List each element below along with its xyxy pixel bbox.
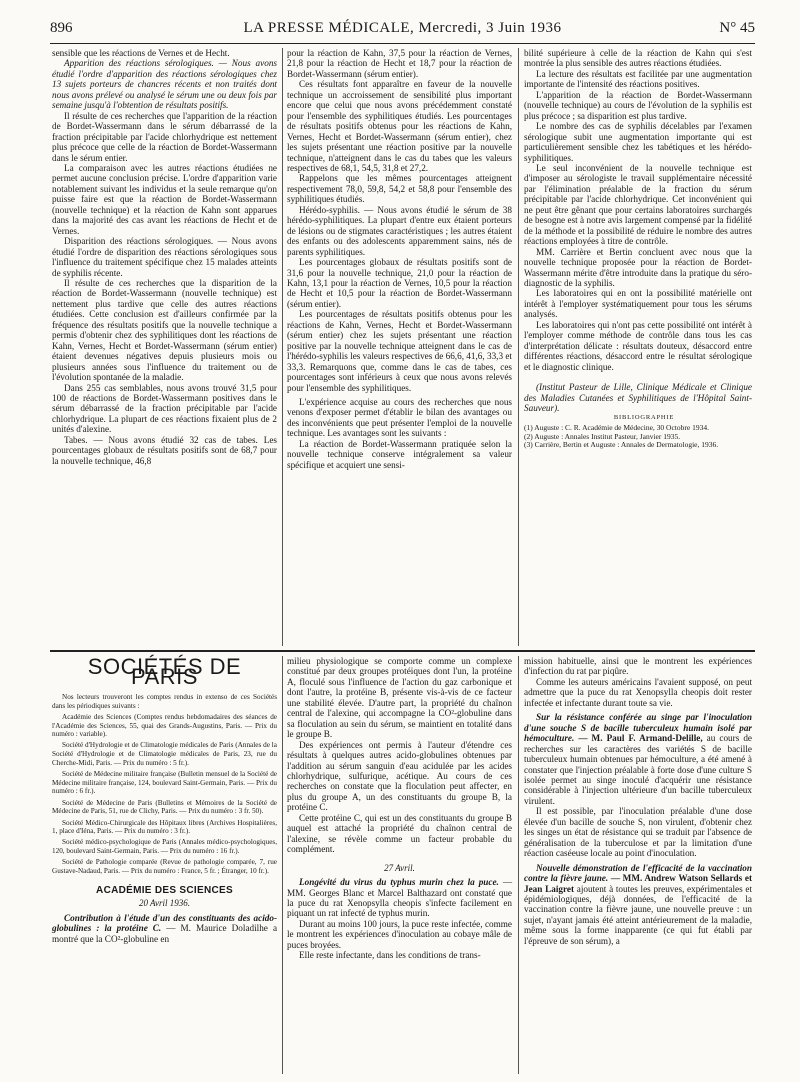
column-divider <box>282 48 283 646</box>
paragraph: milieu physiologique se comporte comme un complexe constitué par deux groupes protéiques dont l'un, la protéine A, floculé sous l'influence de l'action du gaz carbonique et dont l'autre, la protéine B, présente vis-à-vis de ce facteur une stabilité élevée. D'autre part, la propriété du chaînon central de l'alexine, qui accompagne la CO²-globuline dans sa floculation au sein du sérum, se maintient en totalité dans le groupe B. <box>287 656 512 740</box>
column-divider <box>518 656 519 1074</box>
article-text: ont constaté que la puce du rat Xenopsylla cheopis s'infecte facilement en piquant un rat infecté de typhus murin. <box>287 887 513 919</box>
article-title: Longévité du virus du typhus murin chez la puce. <box>299 877 499 888</box>
bibliography-heading: BIBLIOGRAPHIE <box>613 414 675 422</box>
paragraph: Des expériences ont permis à l'auteur d'étendre ces résultats à quelques autres acido-globulines obtenues par l'addition au sérum sanguin d'eau acidulée par les acides chlorhydrique, sulfurique, acétique. Au cours de ces recherches on constate que la floculation peut affecter, en plus du groupe A, un des constituants du groupe B, la protéine C. <box>287 739 512 813</box>
paragraph: Les laboratoires qui en ont la possibilité matérielle ont intérêt à l'employer systématiquement pour tous les sérums analysés. <box>524 288 752 320</box>
paragraph: Il est possible, par l'inoculation préalable d'une dose élevée d'un bacille de souche S, non virulent, d'obtenir chez les singes un état de résistance qui se traduit par l'absence de généralisation de la tuberculose et par la limitation d'une réaction caséeuse locale au point d'inoculation. <box>524 806 752 859</box>
paragraph: bilité supérieure à celle de la réaction de Kahn qui s'est montrée la plus sensible des autres réactions étudiées. <box>524 48 752 69</box>
bibliography-entry: (1) Auguste : C. R. Académie de Médecine, 30 Octobre 1934. <box>524 422 709 432</box>
academie-heading: ACADÉMIE DES SCIENCES <box>96 884 233 896</box>
paragraph: Le nombre des cas de syphilis décelables par l'examen sérologique subit une augmentation importante qui est particulièrement sensible chez les tabétiques et les hérédo-syphilitiques. <box>524 121 752 163</box>
top-column-3 <box>524 48 752 450</box>
article-title: Contribution à l'étude d'un des constituants des acido-globulines : la protéine C. <box>52 912 277 934</box>
paragraph: Les pourcentages de résultats positifs obtenus pour les réactions de Kahn, Vernes, Hecht et Bordet-Wassermann (sérum entier) chez les sujets présentant une réaction positive par la nouvelle technique atteignent dans le cas de l'hérédo-syphilis les valeurs respectives de 66,6, 41,6, 33,3 et 33,3. Remarquons que, comme dans le cas de tabes, ces pourcentages sont inférieurs à ceux que nous avons relevés pour l'ensemble des syphilitiques. <box>287 309 512 393</box>
paragraph: Il résulte de ces recherches que la disparition de la réaction de Bordet-Wassermann (nouvelle technique) est nettement plus tardive que celle des autres réactions étudiées. Cette conclusion est d'ailleurs confirmée par la fréquence des résultats positifs que la nouvelle technique a permis d'obtenir chez des syphilitiques dont les réactions de Kahn, Vernes, Hecht et Bordet-Wassermann (sérum entier) étaient devenues négatives depuis plusieurs mois ou plusieurs années sous l'influence du traitement ou de l'évolution spontanée de la maladie. <box>52 277 277 383</box>
society-entry: Société de Pathologie comparée (Revue de pathologie comparée, 7, rue Gustave-Nadaud, Paris. — Prix du numéro : France, 5 fr. ; Étranger, 10 fr.). <box>52 858 277 876</box>
paragraph: Dans 255 cas semblables, nous avons trouvé 31,5 pour 100 de réactions de Bordet-Wassermann positives dans le sérum débarrassé de la fraction précipitable par l'acide chlorhydrique. La plupart de ces réactions fixaient plus de 2 unités d'alexine. <box>52 382 277 435</box>
paragraph: Il résulte de ces recherches que l'apparition de la réaction de Bordet-Wassermann dans le sérum débarrassé de la fraction précipitable par l'acide chlorhydrique est nettement plus précoce que celle de la réaction de Bordet-Wassermann dans le sérum entier. <box>52 110 277 163</box>
bottom-column-3 <box>524 656 752 946</box>
society-entry: Académie des Sciences (Comptes rendus hebdomadaires des séances de l'Académie des Sciences, 55, quai des Grands-Augustins, Paris. — Prix du numéro : variable). <box>52 712 277 739</box>
bibliography-entry: (3) Carrière, Bertin et Auguste : Annales de Dermatologie, 1936. <box>524 440 719 450</box>
paragraph: Cette protéine C, qui est un des constituants du groupe B auquel est attaché la propriété du chaînon central de l'alexine, se révèle comme un facteur probable du complément. <box>287 812 512 855</box>
paragraph: Apparition des réactions sérologiques. — Nous avons étudié l'ordre d'apparition des réactions sérologiques chez 13 sujets porteurs de chancres récents et non traités dont nous avons prélevé ou analysé le sérum une ou deux fois par semaine jusqu'à l'obtention de résultats positifs. <box>52 58 277 111</box>
running-title <box>50 20 755 37</box>
session-date: 27 Avril. <box>384 862 415 873</box>
paragraph: Les pourcentages globaux de résultats positifs sont de 31,6 pour la nouvelle technique, 21,0 pour la réaction de Kahn, 13,1 pour la réaction de Vernes, 10,5 pour la réaction de Hecht et 10,5 pour la réaction de Bordet-Wassermann (sérum entier). <box>287 257 512 309</box>
paragraph: La comparaison avec les autres réactions étudiées ne permet aucune conclusion précise. L'ordre d'apparition varie notablement suivant les individus et la seule remarque qu'on puisse faire est que la réaction de Bordet-Wassermann (nouvelle technique) et la réaction de Kahn sont apparues dans la majorité des cas avant les réactions de Hecht et de Vernes. <box>52 162 277 236</box>
paragraph: L'expérience acquise au cours des recherches que nous venons d'exposer permet d'établir le bilan des avantages ou des inconvénients que peut présenter l'emploi de la nouvelle technique. Les avantages sont les suivants : <box>287 396 512 439</box>
paragraph: pour la réaction de Kahn, 37,5 pour la réaction de Vernes, 21,8 pour la réaction de Hecht et 18,7 pour la réaction de Bordet-Wassermann (sérum entier). <box>287 48 512 79</box>
header-rule <box>50 43 755 44</box>
column-divider <box>282 656 283 1074</box>
paragraph: Tabes. — Nous avons étudié 32 cas de tabes. Les pourcentages globaux de résultats positifs sont de 68,7 pour la nouvelle technique, 46,8 <box>52 434 277 466</box>
top-column-2 <box>287 48 512 470</box>
article-title: Nouvelle démonstration de l'efficacité de la vaccination contre la fièvre jaune. <box>524 862 752 884</box>
paragraph: Le seul inconvénient de la nouvelle technique est d'imposer au sérologiste le travail supplémentaire nécessité par l'élimination préalable de la fraction du sérum précipitable par l'acide chlorhydrique. Cet inconvénient qui ne peut être gênant que pour certains laboratoires surchargés de besogne est à notre avis largement compensé par la fidélité de la méthode et la possibilité de réduire le nombre des autres réactions employées à titre de contrôle. <box>524 162 752 247</box>
paragraph: Elle reste infectante, dans les conditions de trans- <box>299 950 481 961</box>
article-paragraph <box>52 913 277 944</box>
society-entry: Société d'Hydrologie et de Climatologie médicales de Paris (Annales de la Société d'Hydrologie et de Climatologie médicales de Paris, 23, rue du Cherche-Midi, Paris. — Prix du numéro : 5 fr.). <box>52 741 277 767</box>
bottom-column-1 <box>52 656 277 944</box>
societies-list <box>52 693 277 876</box>
page-number: 896 <box>50 20 73 36</box>
journal-name: LA PRESSE MÉDICALE <box>243 20 411 36</box>
intro-text: Nos lecteurs trouveront les comptes rendus in extenso de ces Sociétés dans les périodiques suivants : <box>52 692 277 710</box>
paragraph: Durant au moins 100 jours, la puce reste infectée, comme le montrent les expériences d'inoculation au cobaye mâle de puces broyées. <box>287 918 512 950</box>
paragraph: Disparition des réactions sérologiques. — Nous avons étudié l'ordre de disparition des réactions sérologiques sous l'influence du traitement spécifique chez 15 malades atteints de syphilis récente. <box>52 236 277 278</box>
society-entry: Société de Médecine militaire française (Bulletin mensuel de la Société de Médecine militaire française, 124, boulevard Saint-Germain, Paris. — Prix du numéro : 6 fr.). <box>52 770 277 796</box>
article-authors: — MM. Georges Blanc et Marcel Balthazard <box>287 877 513 898</box>
article-paragraph <box>287 877 512 919</box>
column-divider <box>518 48 519 646</box>
paragraph: Hérédo-syphilis. — Nous avons étudié le sérum de 38 hérédo-syphilitiques. La plupart d'entre eux étaient porteurs de lésions ou de stigmates caractéristiques ; les autres étaient des enfants ou des adolescents apparemment sains, nés de parents syphilitiques. <box>287 204 512 257</box>
paragraph: Ces résultats font apparaître en faveur de la nouvelle technique un accroissement de sensibilité plus important encore que celui que nous avons précédemment constaté pour l'ensemble des syphilitiques étudiés. Les pourcentages de résultats positifs obtenus pour les réactions de Kahn, Vernes, Hecht et Bordet-Wassermann (sérum entier), chez les sujets présentant une réaction positive par la nouvelle technique, n'atteignent dans le cas du tabes que les valeurs respectives de 68,1, 54,5, 31,8 et 27,2. <box>287 79 512 173</box>
society-entry: Société de Médecine de Paris (Bulletins et Mémoires de la Société de Médecine de Paris, 51, rue de Clichy, Paris. — Prix du numéro : 3 fr. 50). <box>52 798 277 816</box>
top-column-1 <box>52 48 277 466</box>
article-authors: — M. Paul F. Armand-Delille, <box>578 733 703 744</box>
paragraph: Comme les auteurs américains l'avaient supposé, on peut admettre que la puce du rat Xenopsylla cheopis doit rester infectée et infectante durant toute sa vie. <box>524 676 752 708</box>
paragraph: La réaction de Bordet-Wassermann pratiquée selon la nouvelle technique conserve intégralement sa valeur spécifique et acquiert une sensi- <box>287 438 512 470</box>
section-title: SOCIÉTÉS DE PARIS <box>87 654 242 690</box>
article-text: au cours de recherches sur les caractères des variétés S de bacille tuberculeux humain obtenues par hémoculture, a été amené à constater que l'injection préalable à forte dose d'une culture S isolée permet au singe inoculé d'acquérir une résistance considérable à l'injection ultérieure d'un bacille tuberculeux virulent. <box>524 733 753 806</box>
bottom-column-2 <box>287 656 512 961</box>
society-entry: Société médico-psychologique de Paris (Annales médico-psychologiques, 120, boulevard Saint-Germain, Paris. — Prix du numéro : 16 fr.). <box>52 838 277 856</box>
bibliography-entry: (2) Auguste : Annales Institut Pasteur, Janvier 1935. <box>524 431 681 441</box>
issue-number: N° 45 <box>719 20 755 36</box>
article-text: ajoutent à toutes les preuves, expérimentales et épidémiologiques, déjà données, de l'efficacité de la vaccination contre la fièvre jaune, une nouvelle preuve : un sujet, n'ayant jamais été atteint antérieurement de la maladie, même sous la forme inapparente (ce qui fut établi par l'épreuve de son sérum), a <box>524 883 753 946</box>
paragraph: La lecture des résultats est facilitée par une augmentation importante de l'intensité des réactions positives. <box>524 68 752 90</box>
paragraph: MM. Carrière et Bertin concluent avec nous que la nouvelle technique proposée pour la réaction de Bordet-Wassermann mérite d'être introduite dans la pratique du séro-diagnostic de la syphilis. <box>524 246 752 288</box>
paragraph: Rappelons que les mêmes pourcentages atteignent respectivement 78,0, 59,8, 54,2 et 58,8 pour l'ensemble des syphilitiques étudiés. <box>287 173 512 205</box>
article-title: Sur la résistance conférée au singe par l'inoculation d'une souche S de bacille tuberculeux humain isolé par hémoculture. <box>524 712 752 744</box>
institute-affiliation: (Institut Pasteur de Lille, Clinique Médicale et Clinique des Maladies Cutanées et Syphilitiques de l'Hôpital Saint-Sauveur). <box>524 382 752 413</box>
paragraph: sensible que les réactions de Vernes et de Hecht. <box>52 48 230 58</box>
article-paragraph <box>524 863 752 947</box>
bibliography <box>524 424 752 450</box>
paragraph: L'apparition de la réaction de Bordet-Wassermann (nouvelle technique) au cours de l'évolution de la syphilis est plus précoce ; sa disparition est plus tardive. <box>524 89 752 121</box>
issue-date: , Mercredi, 3 Juin 1936 <box>410 20 562 36</box>
paragraph: Les laboratoires qui n'ont pas cette possibilité ont intérêt à l'employer comme méthode de contrôle dans tous les cas d'interprétation délicate : résultats douteux, désaccord entre différentes réactions, désaccord entre le résultat sérologique et le diagnostic clinique. <box>524 319 752 372</box>
paragraph: mission habituelle, ainsi que le montrent les expériences d'infection du rat par piqûre. <box>524 656 752 677</box>
article-authors: — MM. Andrew Watson Sellards et Jean Laigret <box>524 873 753 894</box>
article-authors: — M. Maurice Doladilhe <box>166 923 268 934</box>
session-date: 20 Avril 1936. <box>138 898 191 909</box>
article-paragraph <box>524 712 752 806</box>
society-entry: Société Médico-Chirurgicale des Hôpitaux libres (Archives Hospitalières, 1, place d'Iéna, Paris. — Prix du numéro : 3 fr.). <box>52 818 277 836</box>
article-text: a montré que la CO²-globuline en <box>52 923 278 944</box>
section-rule <box>50 650 755 652</box>
